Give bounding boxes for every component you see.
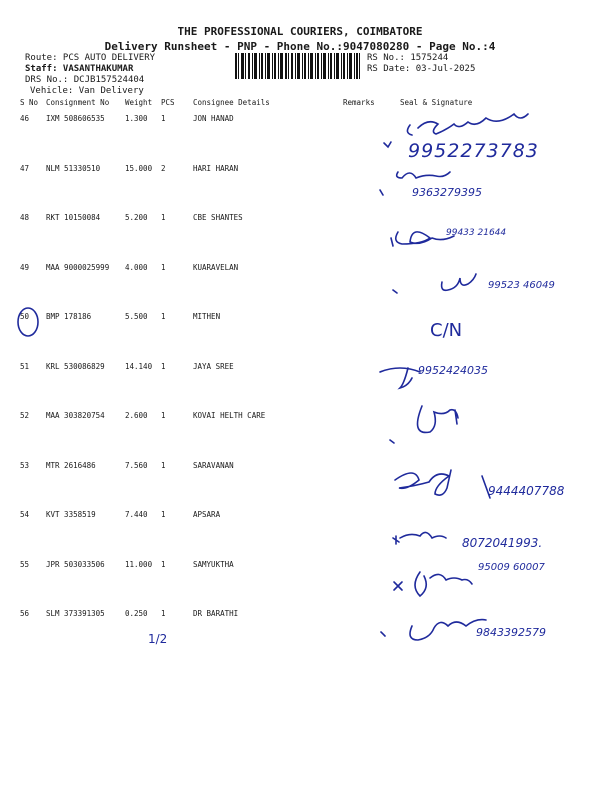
handwritten-phone-54: 8072041993. bbox=[462, 536, 543, 550]
staff-info: Staff: VASANTHAKUMAR bbox=[25, 64, 134, 74]
col-consignment: Consignment No bbox=[46, 98, 110, 107]
circle-50 bbox=[18, 308, 38, 336]
row-weight: 7.440 bbox=[125, 510, 148, 519]
row-consignment: SLM 373391305 bbox=[46, 609, 105, 618]
col-pcs: PCS bbox=[161, 98, 175, 107]
row-consignment: KVT 3358519 bbox=[46, 510, 96, 519]
row-consignment: RKT 10150084 bbox=[46, 213, 101, 222]
tick-46 bbox=[384, 142, 391, 147]
row-consignee: KUARAVELAN bbox=[193, 262, 239, 272]
tick-52 bbox=[390, 440, 394, 443]
vehicle-info: Vehicle: Van Delivery bbox=[30, 86, 144, 96]
tick-55 bbox=[394, 582, 402, 590]
tick-48 bbox=[391, 238, 393, 246]
signature-49 bbox=[442, 274, 476, 290]
row-sno: 47 bbox=[20, 163, 30, 173]
handwritten-phone-51: 9952424035 bbox=[418, 364, 488, 377]
row-weight: 1.300 bbox=[125, 114, 148, 123]
row-pcs: 1 bbox=[161, 312, 166, 321]
row-consignee: JAYA SREE bbox=[193, 361, 234, 371]
signature-54 bbox=[400, 532, 446, 538]
row-sno: 53 bbox=[20, 460, 30, 470]
row-consignment: MAA 9000025999 bbox=[46, 262, 110, 272]
row-pcs: 1 bbox=[161, 262, 166, 272]
col-signature: Seal & Signature bbox=[400, 98, 473, 107]
row-weight: 14.140 bbox=[125, 361, 153, 371]
row-pcs: 1 bbox=[161, 213, 166, 222]
signature-55 bbox=[415, 572, 472, 596]
handwritten-note-50: C/N bbox=[430, 320, 463, 341]
row-consignment: MTR 2616486 bbox=[46, 460, 96, 470]
signature-51 bbox=[380, 368, 420, 388]
row-sno: 49 bbox=[20, 262, 30, 272]
signature-52 bbox=[418, 406, 459, 432]
signature-46 bbox=[407, 114, 528, 135]
row-consignee: SAMYUKTHA bbox=[193, 559, 234, 569]
signature-47 bbox=[397, 172, 450, 178]
row-consignment: MAA 303820754 bbox=[46, 411, 105, 420]
row-pcs: 1 bbox=[161, 361, 166, 371]
row-pcs: 1 bbox=[161, 460, 166, 470]
col-consignee: Consignee Details bbox=[193, 98, 270, 107]
signature-53 bbox=[395, 470, 490, 498]
row-consignment: IXM 508606535 bbox=[46, 114, 105, 123]
row-sno: 46 bbox=[20, 114, 30, 123]
handwritten-phone-48: 99433 21644 bbox=[446, 228, 507, 238]
row-consignment: KRL 530086829 bbox=[46, 361, 105, 371]
row-consignee: SARAVANAN bbox=[193, 460, 234, 470]
row-weight: 5.200 bbox=[125, 213, 148, 222]
row-sno: 48 bbox=[20, 213, 30, 222]
row-weight: 4.000 bbox=[125, 262, 148, 272]
rs-date: RS Date: 03-Jul-2025 bbox=[367, 64, 476, 74]
handwritten-phone-55: 95009 60007 bbox=[478, 562, 545, 573]
row-pcs: 1 bbox=[161, 510, 166, 519]
handwritten-phone-56: 9843392579 bbox=[476, 626, 546, 639]
row-consignee: CBE SHANTES bbox=[193, 213, 243, 222]
row-pcs: 1 bbox=[161, 559, 166, 569]
row-consignment: NLM 51330510 bbox=[46, 163, 101, 173]
row-sno: 50 bbox=[20, 312, 30, 321]
row-weight: 2.600 bbox=[125, 411, 148, 420]
row-pcs: 1 bbox=[161, 609, 166, 618]
drs-info: DRS No.: DCJB157524404 bbox=[25, 75, 145, 85]
tick-54 bbox=[393, 536, 399, 544]
row-consignee: MITHEN bbox=[193, 312, 221, 321]
row-consignee: KOVAI HELTH CARE bbox=[193, 411, 266, 420]
row-sno: 56 bbox=[20, 609, 30, 618]
handwritten-phone-49: 99523 46049 bbox=[488, 280, 555, 291]
col-remarks: Remarks bbox=[343, 98, 375, 107]
row-consignment: BMP 178186 bbox=[46, 312, 92, 321]
signature-56 bbox=[410, 620, 486, 640]
row-sno: 51 bbox=[20, 361, 30, 371]
handwritten-phone-53: 9444407788 bbox=[488, 484, 565, 498]
row-sno: 54 bbox=[20, 510, 30, 519]
row-pcs: 1 bbox=[161, 411, 166, 420]
row-weight: 0.250 bbox=[125, 609, 148, 618]
row-sno: 55 bbox=[20, 559, 30, 569]
handwritten-phone-47: 9363279395 bbox=[412, 186, 482, 199]
handwritten-phone-46: 9952273783 bbox=[408, 140, 539, 162]
row-consignee: HARI HARAN bbox=[193, 163, 239, 173]
row-consignment: JPR 503033506 bbox=[46, 559, 105, 569]
company-title: THE PROFESSIONAL COURIERS, COIMBATORE bbox=[177, 25, 423, 38]
row-weight: 11.000 bbox=[125, 559, 153, 569]
row-weight: 15.000 bbox=[125, 163, 153, 173]
tick-47 bbox=[380, 190, 383, 195]
row-pcs: 1 bbox=[161, 114, 166, 123]
row-consignee: DR BARATHI bbox=[193, 609, 239, 618]
handwritten-margin-note: 1/2 bbox=[148, 632, 168, 646]
row-weight: 7.560 bbox=[125, 460, 148, 470]
row-consignee: APSARA bbox=[193, 510, 221, 519]
col-sno: S No bbox=[20, 98, 39, 107]
tick-49 bbox=[393, 290, 397, 293]
tick-56 bbox=[381, 632, 385, 636]
rs-number: RS No.: 1575244 bbox=[367, 53, 449, 63]
route-info: Route: PCS AUTO DELIVERY bbox=[25, 53, 156, 63]
row-sno: 52 bbox=[20, 411, 30, 420]
col-weight: Weight bbox=[125, 98, 153, 107]
runsheet-header: Delivery Runsheet - PNP - Phone No.:9047080280 - Page No.:4 bbox=[104, 40, 496, 53]
row-weight: 5.500 bbox=[125, 312, 148, 321]
row-pcs: 2 bbox=[161, 163, 166, 173]
row-consignee: JON HANAD bbox=[193, 114, 234, 123]
